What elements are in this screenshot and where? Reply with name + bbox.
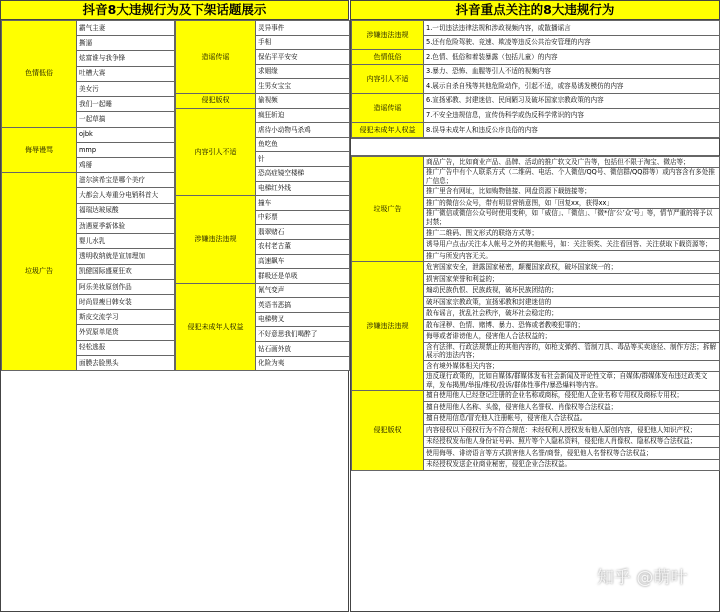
- item-cell: 电梯红外线: [256, 181, 350, 196]
- table-row: [352, 123, 720, 138]
- item-cell: 不好意思我们喝醉了: [256, 327, 350, 342]
- item-cell: 3.暴力、恐怖、血腥等引人不适的视频内容: [424, 64, 720, 79]
- item-cell: 破坏国家宗教政策，宣扬邪教和封建迷信的: [424, 296, 720, 308]
- left-panel: [0, 0, 349, 612]
- item-cell: mmp: [77, 142, 175, 157]
- table-row: [352, 21, 720, 36]
- item-cell: 6.宣扬邪教、封建迷信、民间陋习及破坏国家宗教政策的内容: [424, 93, 720, 108]
- category-cell: 垃圾广告: [352, 156, 424, 261]
- item-cell: 违反现行政策的，比如自媒体/群媒体发布社会新闻及评论性文章；自媒体/群媒体发布违过政类文章，发布揭黑/举报/维权/投诉/群体性事件/暴恐爆料等内容。: [424, 372, 720, 390]
- item-cell: 中彩票: [256, 210, 350, 225]
- table-row: [352, 262, 720, 274]
- item-cell: 未经授权发布他人身份证号码、照片等个人隐私资料，侵犯他人肖像权、隐私权等合法权益；: [424, 436, 720, 448]
- watermark: 知乎 @萌叶: [597, 568, 688, 588]
- category-cell: 色情低俗: [352, 50, 424, 65]
- item-cell: 保佑平平安安: [256, 50, 350, 65]
- item-cell: 化险为夷: [256, 356, 350, 371]
- right-title: 抖音重点关注的8大违规行为: [351, 1, 719, 20]
- item-cell: 我们一起睡: [77, 97, 175, 112]
- item-cell: 煽动民族仇恨、民族歧视，破坏民族团结的；: [424, 285, 720, 297]
- item-cell: 疯狂斩迫: [256, 108, 350, 123]
- category-cell: 侮辱谩骂: [2, 127, 77, 173]
- item-cell: 含有境外媒体相关内容；: [424, 360, 720, 372]
- item-cell: 2.色情、低俗和着装暴露（包括儿童）的内容: [424, 50, 720, 65]
- item-cell: 时尚显瘦日韩女装: [77, 294, 175, 309]
- category-cell: 涉嫌违法违规: [176, 196, 256, 284]
- item-cell: 轻松逃报: [77, 340, 175, 355]
- item-cell: 美女污: [77, 81, 175, 96]
- table-row: [176, 196, 350, 211]
- item-cell: 氰气变声: [256, 283, 350, 298]
- item-cell: 4.展示自杀自残等其他危险动作，引起不适，或容易诱发模仿的内容: [424, 79, 720, 94]
- item-cell: 农村老古董: [256, 239, 350, 254]
- table-row: [176, 283, 350, 298]
- table-row: [2, 127, 175, 142]
- category-cell: 侵犯未成年人权益: [176, 283, 256, 371]
- item-cell: 损害国家荣誉和利益的；: [424, 273, 720, 285]
- item-cell: 侮辱或者诽谤他人，侵害他人合法权益的；: [424, 331, 720, 343]
- item-cell: 内容侵权以下侵权行为不符合规范：未经权利人授权发布他人原创内容，侵犯他人知识产权；: [424, 425, 720, 437]
- table-row: [176, 108, 350, 123]
- category-cell: 侵犯版权: [176, 93, 256, 108]
- item-cell: 散布淫秽、色情、赌博、暴力、恐怖或者教唆犯罪的；: [424, 319, 720, 331]
- item-cell: ojbk: [77, 127, 175, 142]
- item-cell: 虐待小动物马杀鸡: [256, 123, 350, 138]
- item-cell: 劲遇夏季新体验: [77, 218, 175, 233]
- item-cell: 含有法律、行政法规禁止的其他内容的，如枪支弹药、管制刀具、毒品等买卖途径、制作方法；拆解展示的违法内容；: [424, 342, 720, 360]
- item-cell: 8.误导未成年人和违反公序良俗的内容: [424, 123, 720, 138]
- item-cell: 鱼吃鱼: [256, 137, 350, 152]
- item-cell: 5.还有危险驾驶、竞速、欺凌等违反公共治安管理的内容: [424, 35, 720, 50]
- table-row: [352, 50, 720, 65]
- item-cell: 未经授权发送企业商业秘密，侵犯企业合法权益。: [424, 459, 720, 471]
- item-cell: 恐高症镜空楼梯: [256, 166, 350, 181]
- item-cell: 炫富谁与我争锋: [77, 51, 175, 66]
- item-cell: 针: [256, 152, 350, 167]
- item-cell: 1.一切违法违律法规和涉政视频内容，或散播谣言: [424, 21, 720, 36]
- item-cell: 婴儿水乳: [77, 234, 175, 249]
- category-cell: 涉嫌违法违规: [352, 262, 424, 390]
- item-cell: 钻石画外放: [256, 342, 350, 357]
- item-cell: 电梯劈叉: [256, 312, 350, 327]
- table-row: [176, 21, 350, 36]
- item-cell: 求姻缘: [256, 64, 350, 79]
- left-title: 抖音8大违规行为及下架话题展示: [1, 1, 348, 20]
- table-row: [352, 156, 720, 168]
- item-cell: 大都会人寿重分电销科首大: [77, 188, 175, 203]
- item-cell: 福瑞达玻尿酸: [77, 203, 175, 218]
- table-row: [352, 64, 720, 79]
- category-cell: 垃圾广告: [2, 173, 77, 371]
- item-cell: 鸡掰: [77, 157, 175, 172]
- item-cell: 擅自使用信息/冒充他人注册帐号，侵害他人合法权益。: [424, 413, 720, 425]
- item-cell: 高速飙车: [256, 254, 350, 269]
- category-cell: 造谣传谣: [352, 93, 424, 122]
- item-cell: 推广二维码、图文形式的联络方式等；: [424, 227, 720, 239]
- item-cell: 诱导用户点击/关注本人帐号之外的其他帐号，如：关注领奖、关注看回答、关注获取下载资源等；: [424, 239, 720, 251]
- item-cell: 翡翠赌石: [256, 225, 350, 240]
- item-cell: 滋尔滨希宝是哪个美疗: [77, 173, 175, 188]
- item-cell: 推广里含有网址，比如购物链接、网盘资源下载链接等；: [424, 186, 720, 198]
- table-row: [2, 173, 175, 188]
- item-cell: 英语书恶搞: [256, 298, 350, 313]
- item-cell: 使用侮辱、诽谤语言等方式损害他人名誉/商誉，侵犯他人名誉权等合法权益；: [424, 448, 720, 460]
- item-cell: 群吸还是单吸: [256, 269, 350, 284]
- item-cell: 霸气主妻: [77, 21, 175, 36]
- item-cell: 灵异事件: [256, 21, 350, 36]
- category-cell: 侵犯未成年人权益: [352, 123, 424, 138]
- category-cell: 侵犯版权: [352, 390, 424, 471]
- item-cell: 外贸原单尾货: [77, 325, 175, 340]
- item-cell: 吐槽大赛: [77, 66, 175, 81]
- item-cell: 推广微信或微信公众号时使用变种，如「威信」、「微信」、「微*信’公’众’号」等，情节严重的将予以封禁；: [424, 209, 720, 227]
- category-cell: 内容引人不适: [352, 64, 424, 93]
- table-gap: [351, 138, 719, 156]
- item-cell: 透明收纳就是宣加理加: [77, 249, 175, 264]
- right-panel: [350, 0, 720, 612]
- item-cell: 凯健国际盛夏狂欢: [77, 264, 175, 279]
- left-table-col2: [175, 20, 350, 371]
- item-cell: 生男女宝宝: [256, 79, 350, 94]
- item-cell: 7.不安全违规信息，宣传伪科学或伪反科学常识的内容: [424, 108, 720, 123]
- summary-table: [351, 20, 720, 138]
- table-row: [352, 390, 720, 402]
- item-cell: 阿乐美妆原创作品: [77, 279, 175, 294]
- item-cell: 危害国家安全，泄露国家秘密，颠覆国家政权，破坏国家统一的；: [424, 262, 720, 274]
- item-cell: 撞车: [256, 196, 350, 211]
- table-row: [2, 21, 175, 36]
- category-cell: 造谣传谣: [176, 21, 256, 94]
- category-cell: 色情低俗: [2, 21, 77, 128]
- item-cell: 擅自使用他人已经登记注册的企业名称或商标，侵犯他人企业名称专用权及商标专用权；: [424, 390, 720, 402]
- item-cell: 散布谣言，扰乱社会秩序，破坏社会稳定的；: [424, 308, 720, 320]
- item-cell: 撕逼: [77, 36, 175, 51]
- item-cell: 一起草搞: [77, 112, 175, 127]
- table-row: [352, 93, 720, 108]
- item-cell: 斯皮交流学习: [77, 310, 175, 325]
- item-cell: 面膜去脸黑头: [77, 355, 175, 370]
- item-cell: 推广与所发内容无关。: [424, 250, 720, 262]
- left-table-col1: [1, 20, 175, 371]
- item-cell: 手相: [256, 35, 350, 50]
- table-row: [176, 93, 350, 108]
- category-cell: 涉嫌违法违规: [352, 21, 424, 50]
- item-cell: 擅自使用他人名称、头像，侵害他人名誉权、肖像权等合法权益；: [424, 402, 720, 414]
- item-cell: 商品广告，比如商业产品、品牌、活动的推广软文及广告等，包括但不限于淘宝、微店等；: [424, 156, 720, 168]
- detail-table: [351, 156, 720, 471]
- item-cell: 推广广告中有个人联系方式（二维码、电话、个人微信/QQ号、微信群/QQ群等）或内容含有多处推广信息；: [424, 168, 720, 186]
- category-cell: 内容引人不适: [176, 108, 256, 196]
- item-cell: 推广的微信公众号，带有明显营销意图，如「回复xx，获得xx」: [424, 197, 720, 209]
- item-cell: 偷视频: [256, 93, 350, 108]
